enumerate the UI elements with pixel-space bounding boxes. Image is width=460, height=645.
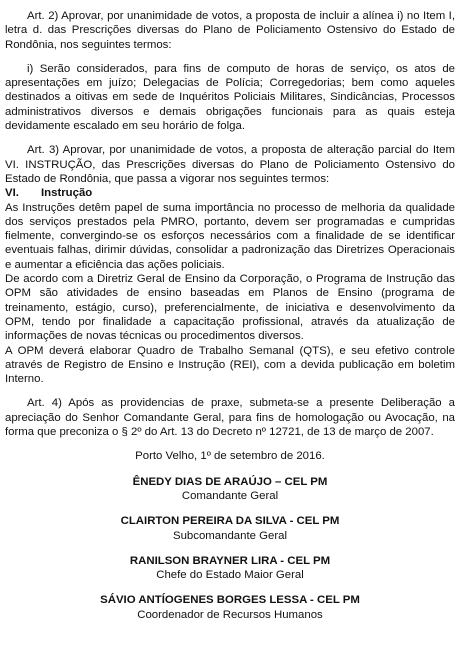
- art3-paragraph-1: As Instruções detêm papel de suma importância no processo de melhoria da qualidade dos serviços prestados pela PMRO, portanto, devem ser programadas e cumpridas fielmente, convergindo-se os esforços necessários com a finalidade de se identificar eventuais falhas, dirimir dúvidas, consolidar a padronização das Diretrizes Operacionais e aumentar a eficiência das ações policiais.: [5, 201, 455, 271]
- art3-paragraph-2: De acordo com a Diretriz Geral de Ensino da Corporação, o Programa de Instrução das OPM são atividades de ensino baseadas em Planos de Ensino (programa de treinamento, estágio, curso), preferencialmente, de iniciativa e desenvolvimento da OPM, tendo por finalidade a capacitação profissional, através da atualização de informações de novas técnicas ou procedimentos diversos.: [5, 273, 455, 343]
- signatory-role: Chefe do Estado Maior Geral: [156, 569, 304, 582]
- signature-block: [5, 475, 455, 504]
- signatory-name: RANILSON BRAYNER LIRA - CEL PM: [129, 554, 331, 567]
- spacer: [5, 52, 455, 62]
- signatory-role: Subcomandante Geral: [173, 529, 287, 542]
- art3-intro: Art. 3) Aprovar, por unanimidade de votos, a proposta de alteração parcial do Item VI. INSTRUÇÃO, das Prescrições diversas do Plano de Policiamento Ostensivo do Estado de Rondônia, que passa a vigorar nos seguintes termos:: [5, 144, 455, 185]
- art2-intro: Art. 2) Aprovar, por unanimidade de votos, a proposta de incluir a alínea i) no Item I, letra d. das Prescrições diversas do Plano de Policiamento Ostensivo do Estado de Rondônia, nos seguintes termos:: [5, 10, 455, 51]
- signature-block: [5, 554, 455, 583]
- section-heading: [5, 186, 455, 200]
- signatory-role: Comandante Geral: [181, 489, 279, 502]
- spacer: [5, 133, 455, 143]
- signature-block: [5, 593, 455, 622]
- signatory-name: ÊNEDY DIAS DE ARAÚJO – CEL PM: [132, 475, 328, 488]
- signatory-name: SÁVIO ANTÍOGENES BORGES LESSA - CEL PM: [100, 594, 360, 607]
- art4-text: Art. 4) Após as providencias de praxe, submeta-se a presente Deliberação a apreciação do Senhor Comandante Geral, para fins de homologação ou Avocação, na forma que preconiza o § 2º do Art. 13 do Decreto nº 12721, de 13 de março de 2007.: [5, 397, 455, 439]
- art3-paragraph-3: A OPM deverá elaborar Quadro de Trabalho Semanal (QTS), e seu efetivo controle através de Registro de Ensino e Instrução (REI), com a devida publicação em boletim Interno.: [5, 344, 455, 386]
- signatory-name: CLAIRTON PEREIRA DA SILVA - CEL PM: [120, 515, 340, 528]
- signatory-role: Coordenador de Recursos Humanos: [137, 608, 323, 621]
- place-date: Porto Velho, 1º de setembro de 2016.: [135, 450, 325, 463]
- section-title: Instrução: [41, 187, 93, 200]
- section-number: VI.: [5, 187, 19, 200]
- signature-block: [5, 514, 455, 543]
- art2-item-i: i) Serão considerados, para fins de computo de horas de serviço, os atos de apresentações em juízo; Delegacias de Polícia; Corregedorias; bem como aqueles destinados a oitivas em sede de Inquéritos Policiais Militares, Sindicâncias, Processos administrativos diversos e demais obrigações funcionais para as quais esteja devidamente escalado em seu horário de folga.: [5, 62, 455, 133]
- spacer: [5, 386, 455, 396]
